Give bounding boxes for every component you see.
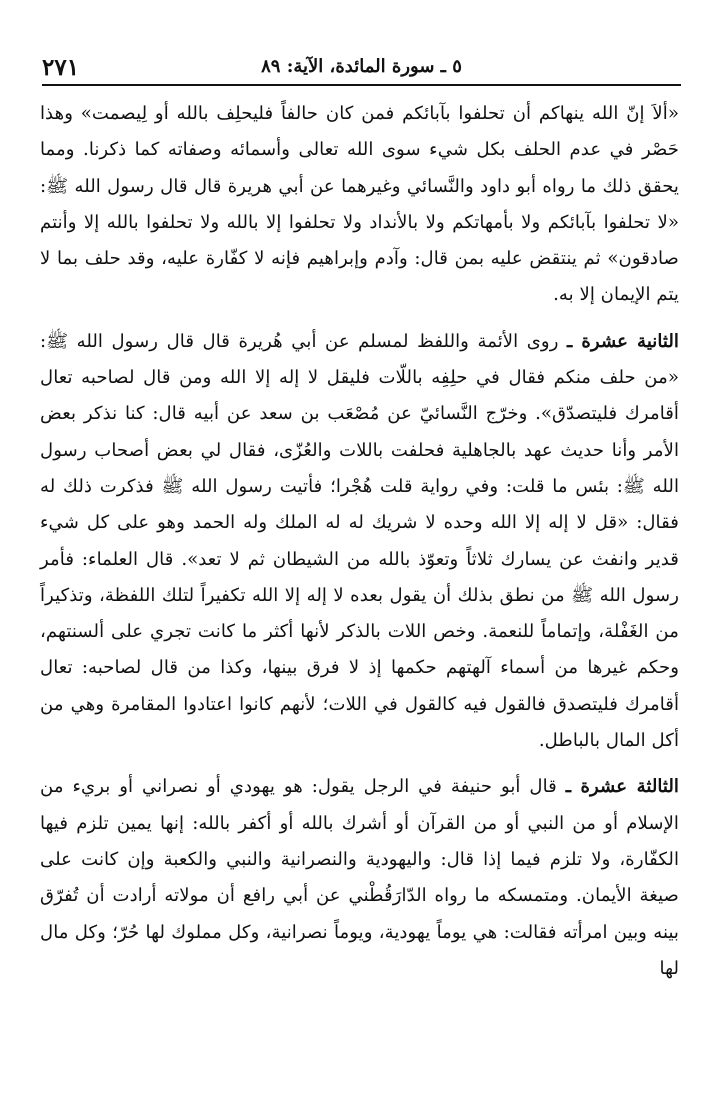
paragraph-12: [40, 324, 679, 760]
paragraph-1: [40, 96, 679, 314]
running-title: ٥ ـ سورة المائدة، الآية: ٨٩: [261, 56, 462, 77]
section-heading-12: الثانية عشرة ـ: [567, 330, 679, 352]
paragraph-13: [40, 769, 679, 987]
section-heading-13: الثالثة عشرة ـ: [565, 776, 679, 798]
paragraph-13-text: قال أبو حنيفة في الرجل يقول: هو يهودي أو نصراني أو بريء من الإسلام أو من النبي أو من القرآن أو أشرك بالله أو أكفر بالله: إنها يمين تلزم فيها الكفّارة، ولا تلزم فيما إذا قال: واليهودية والنصرانية والنبي والكعبة وإن كانت على صيغة الأيمان. ومتمسكه ما رواه الدّارَقُطْني عن أبي رافع أن مولاته أرادت أن تُفرّق بينه وبين امرأته فقالت: هي يوماً يهودية، ويوماً نصرانية، وكل مملوك لها حُرّ؛ وكل مال لها: [40, 776, 679, 979]
paragraph-12-text: روى الأئمة واللفظ لمسلم عن أبي هُريرة قال قال رسول الله ﷺ: «من حلف منكم فقال في حلِفِه باللّات فليقل لا إله إلا الله ومن قال لصاحبه تعال أقامرك فليتصدّق». وخرّج النَّسائيّ عن مُصْعَب بن سعد عن أبيه قال: كنا نذكر بعض الأمر وأنا حديث عهد بالجاهلية فحلفت باللات والعُزّى، فقال لي بعض أصحاب رسول الله ﷺ: بئس ما قلت: وفي رواية قلت هُجْرا؛ فأتيت رسول الله ﷺ فذكرت ذلك له فقال: «قل لا إله إلا الله وحده لا شريك له له الملك وله الحمد وهو على كل شيء قدير وانفث عن يسارك ثلاثاً وتعوّذ بالله من الشيطان ثم لا تعد». قال العلماء: فأمر رسول الله ﷺ من نطق بذلك أن يقول بعده لا إله إلا الله تكفيراً لتلك اللفظة، وتذكيراً من الغَفْلة، وإتماماً للنعمة. وخص اللات بالذكر لأنها أكثر ما كانت تجري على ألسنتهم، وحكم غيرها من أسماء آلهتهم حكمها إذ لا فرق بينها، وكذا من قال لصاحبه: تعال أقامرك فليتصدق فالقول فيه كالقول في اللات؛ لأنهم كانوا اعتادوا المقامرة وهي من أكل المال بالباطل.: [40, 330, 679, 752]
body-text: [40, 96, 679, 987]
paragraph-1-text: «ألاَ إنّ الله ينهاكم أن تحلفوا بآبائكم فمن كان حالفاً فليحلِف بالله أو لِيصمت» وهذا حَصْر في عدم الحلف بكل شيء سوى الله تعالى وأسمائه وصفاته كما ذكرنا. ومما يحقق ذلك ما رواه أبو داود والنَّسائي وغيرهما عن أبي هريرة قال قال رسول الله ﷺ: «لا تحلفوا بآبائكم ولا بأمهاتكم ولا بالأنداد ولا تحلفوا إلا بالله ولا تحلفوا بالله إلا وأنتم صادقون» ثم ينتقض عليه بمن قال: وآدم وإبراهيم فإنه لا كفّارة عليه، وقد حلف بما لا يتم الإيمان إلا به.: [40, 103, 679, 306]
page-header: [42, 50, 681, 86]
page-number: ٢٧١: [42, 54, 80, 81]
